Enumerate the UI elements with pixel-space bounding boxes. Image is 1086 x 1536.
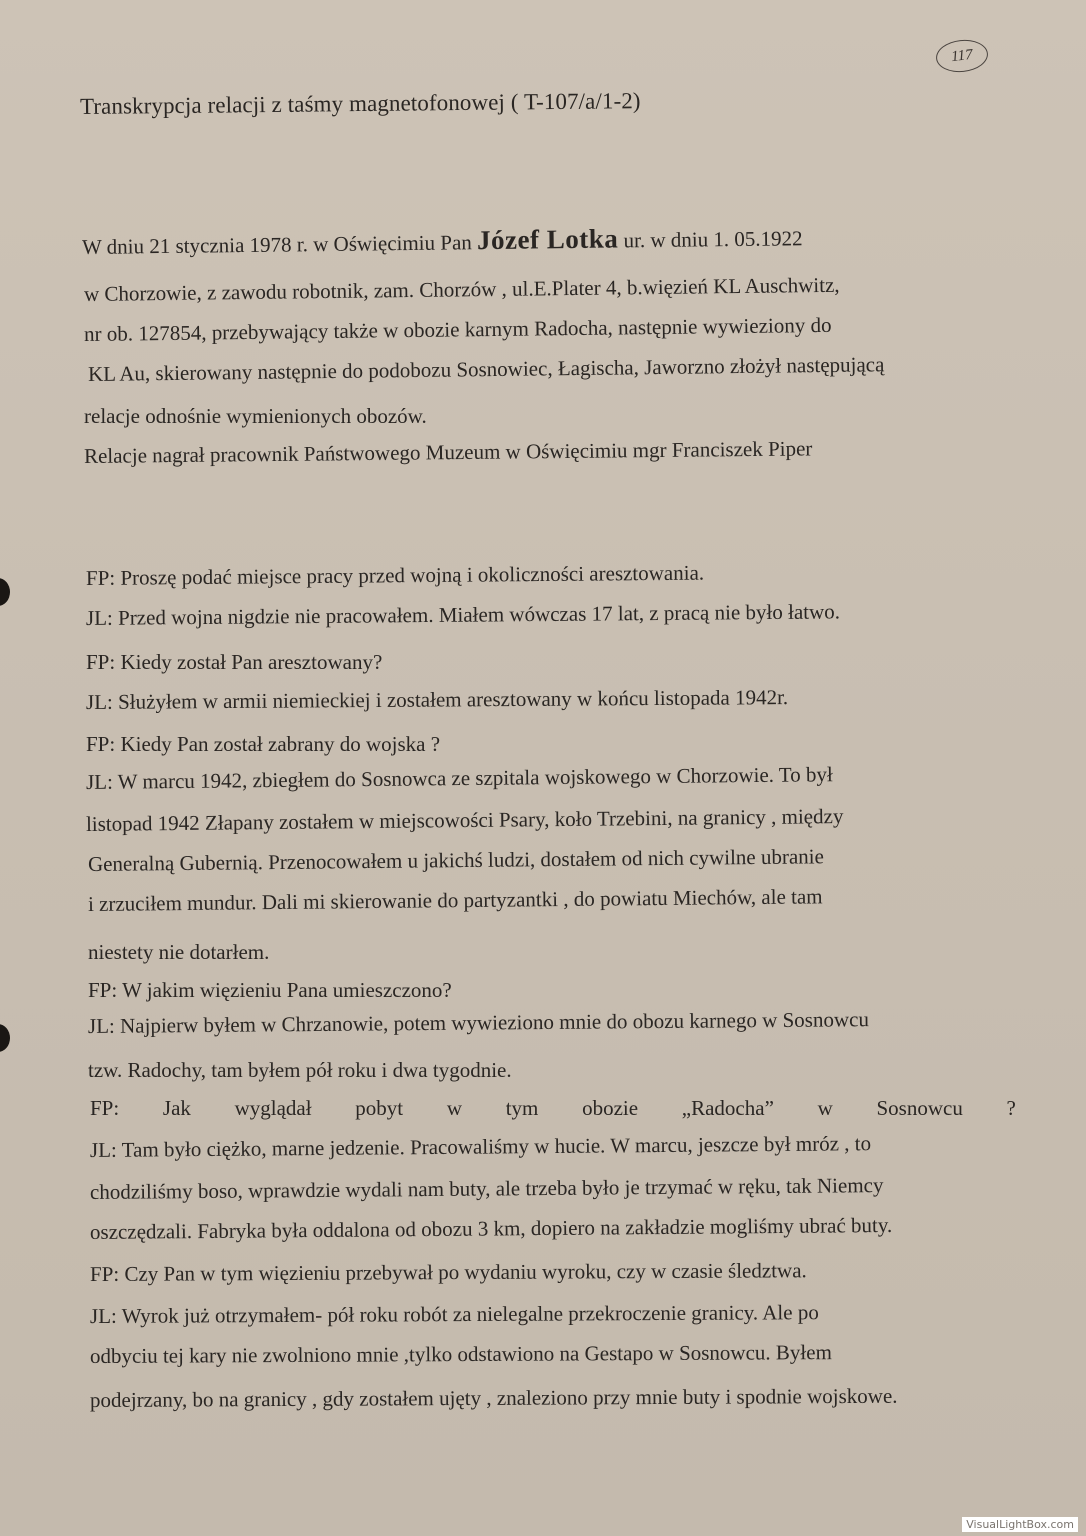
- word: obozie: [582, 1096, 639, 1120]
- dialogue-line: FP: Kiedy Pan został zabrany do wojska ?: [86, 732, 441, 756]
- dialogue-line: niestety nie dotarłem.: [88, 940, 270, 964]
- intro-line-1: [82, 221, 803, 261]
- dialogue-line: JL: Służyłem w armii niemieckiej i zostałem aresztowany w końcu listopada 1942r.: [85, 685, 789, 714]
- intro-line-1-pre: W dniu 21 stycznia 1978 r. w Oświęcimiu Pan: [81, 230, 478, 259]
- dialogue-line-justified: [90, 1096, 1016, 1121]
- word: pobyt: [355, 1096, 404, 1120]
- dialogue-line: Generalną Gubernią. Przenocowałem u jakichś ludzi, dostałem od nich cywilne ubranie: [87, 844, 825, 876]
- dialogue-line: listopad 1942 Złapany zostałem w miejscowości Psary, koło Trzebini, na granicy , między: [85, 804, 844, 836]
- punch-hole-top: [0, 578, 10, 606]
- dialogue-line: JL: Tam było ciężko, marne jedzenie. Pracowaliśmy w hucie. W marcu, jeszcze był mróz , to: [89, 1131, 872, 1162]
- word: FP:: [90, 1096, 120, 1120]
- intro-line-5: relacje odnośnie wymienionych obozów.: [84, 404, 427, 428]
- word: Jak: [162, 1096, 191, 1120]
- dialogue-line: FP: Proszę podać miejsce pracy przed wojną i okoliczności aresztowania.: [85, 560, 705, 590]
- word: ?: [1006, 1096, 1016, 1120]
- word: Sosnowcu: [876, 1096, 963, 1120]
- intro-line-1-post: ur. w dniu 1. 05.1922: [618, 226, 803, 253]
- dialogue-line: JL: Przed wojna nigdzie nie pracowałem. Miałem wówczas 17 lat, z pracą nie było łatwo.: [85, 599, 841, 630]
- dialogue-line: odbyciu tej kary nie zwolniono mnie ,tylko odstawiono na Gestapo w Sosnowcu. Byłem: [89, 1340, 832, 1368]
- punch-hole-bottom: [0, 1024, 10, 1052]
- dialogue-line: FP: Kiedy został Pan aresztowany?: [86, 650, 383, 674]
- dialogue-line: i zrzuciłem mundur. Dali mi skierowanie do partyzantki , do powiatu Miechów, ale tam: [87, 884, 823, 916]
- dialogue-line: FP: W jakim więzieniu Pana umieszczono?: [88, 978, 452, 1002]
- witness-name: Józef Lotka: [476, 223, 619, 256]
- intro-line-4: KL Au, skierowany następnie do podobozu Sosnowiec, Łagischa, Jaworzno złożył następującą: [87, 352, 885, 386]
- word: w: [446, 1096, 463, 1120]
- word: tym: [505, 1096, 539, 1120]
- dialogue-line: podejrzany, bo na granicy , gdy zostałem ujęty , znaleziono przy mnie buty i spodnie wojskowe.: [89, 1383, 898, 1412]
- word: wyglądał: [234, 1096, 312, 1120]
- dialogue-line: chodziliśmy boso, wprawdzie wydali nam buty, ale trzeba było je trzymać w ręku, tak Niemcy: [89, 1173, 884, 1204]
- dialogue-line: JL: W marcu 1942, zbiegłem do Sosnowca ze szpitala wojskowego w Chorzowie. To był: [85, 762, 833, 794]
- dialogue-line: oszczędzali. Fabryka była oddalona od obozu 3 km, dopiero na zakładzie mogliśmy ubrać buty.: [89, 1212, 893, 1244]
- dialogue-line: FP: Czy Pan w tym więzieniu przebywał po wydaniu wyroku, czy w czasie śledztwa.: [89, 1258, 807, 1286]
- dialogue-line: tzw. Radochy, tam byłem pół roku i dwa tygodnie.: [88, 1058, 512, 1082]
- word: „Radocha”: [681, 1096, 774, 1120]
- page-number-stamp: 117: [934, 37, 989, 74]
- intro-line-3: nr ob. 127854, przebywający także w obozie karnym Radocha, następnie wywieziony do: [83, 312, 832, 346]
- dialogue-line: JL: Najpierw byłem w Chrzanowie, potem wywieziono mnie do obozu karnego w Sosnowcu: [87, 1007, 869, 1038]
- dialogue-line: JL: Wyrok już otrzymałem- pół roku robót za nielegalne przekroczenie granicy. Ale po: [89, 1300, 819, 1328]
- intro-line-6: Relacje nagrał pracownik Państwowego Muzeum w Oświęcimiu mgr Franciszek Piper: [83, 436, 813, 468]
- intro-line-2: w Chorzowie, z zawodu robotnik, zam. Chorzów , ul.E.Plater 4, b.więzień KL Auschwitz,: [83, 272, 840, 306]
- document-title: Transkrypcja relacji z taśmy magnetofonowej ( T-107/a/1-2): [79, 88, 641, 119]
- watermark-label: VisualLightBox.com: [962, 1517, 1078, 1532]
- word: w: [817, 1096, 833, 1120]
